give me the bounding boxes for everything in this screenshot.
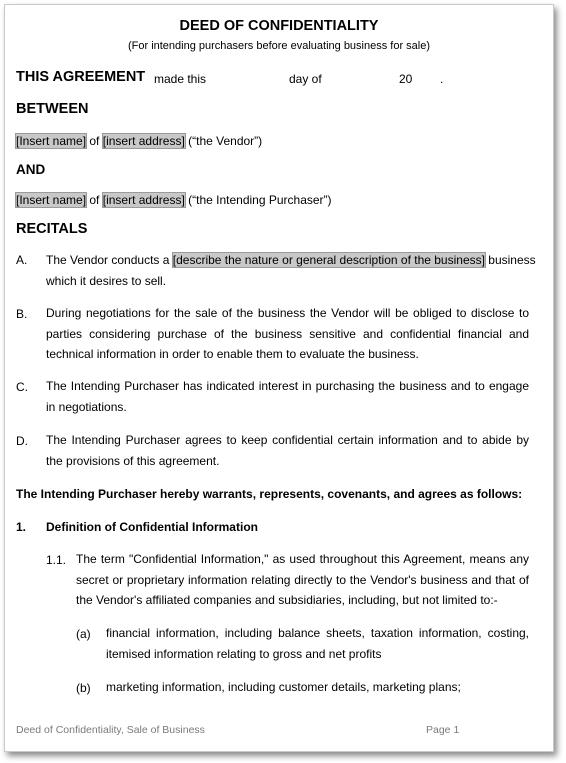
made-this-text: made this <box>154 72 207 86</box>
document-page <box>4 4 554 752</box>
list-item-text: marketing information, including customer details, marketing plans; <box>106 680 461 694</box>
recital-a-pre: The Vendor conducts a <box>46 253 170 267</box>
purchaser-role: (“the Intending Purchaser”) <box>188 193 332 207</box>
day-of-text: day of <box>289 72 322 86</box>
subclause-number: 1.1. <box>46 553 67 567</box>
recital-b-text: During negotiations for the sale of the business the Vendor will be obliged to disclose to parties considering purchase of the business sensitive and confidential financial and technical information in order to enable them to evaluate the business. <box>46 306 529 361</box>
list-item-label: (a) <box>76 627 91 641</box>
subclause-text: The term "Confidential Information," as used throughout this Agreement, means any secret or proprietary information relating directly to the Vendor's business and that of the Vendor's affiliated companies and subsidiaries, including, but not limited to:- <box>76 552 529 607</box>
vendor-name-placeholder[interactable]: [Insert name] <box>16 134 87 148</box>
recital-label: A. <box>16 253 28 267</box>
footer-title: Deed of Confidentiality, Sale of Business <box>16 724 205 736</box>
recital-label: D. <box>16 434 28 448</box>
agreement-lead: THIS AGREEMENT <box>16 69 146 85</box>
warrants-statement: The Intending Purchaser hereby warrants, represents, covenants, and agrees as follows: <box>16 487 523 501</box>
vendor-role: (“the Vendor”) <box>188 134 263 148</box>
recital-a-post: business <box>488 253 536 267</box>
purchaser-address-placeholder[interactable]: [insert address] <box>102 193 185 207</box>
clause-number: 1. <box>16 520 27 534</box>
document-title: DEED OF CONFIDENTIALITY <box>179 18 379 34</box>
vendor-address-placeholder[interactable]: [insert address] <box>102 134 185 148</box>
document-subtitle: (For intending purchasers before evaluating business for sale) <box>127 40 431 52</box>
footer-page-number: Page 1 <box>426 724 460 736</box>
year-text: 20 <box>399 72 413 86</box>
of-text: of <box>89 193 100 207</box>
agreement-period: . <box>440 72 444 86</box>
recital-a-line1 <box>46 253 536 267</box>
recital-d-text: The Intending Purchaser agrees to keep confidential certain information and to abide by the provisions of this agreement. <box>46 433 529 468</box>
recital-label: B. <box>16 307 28 321</box>
recitals-heading: RECITALS <box>16 221 88 237</box>
list-item-label: (b) <box>76 681 91 695</box>
and-heading: AND <box>16 162 46 177</box>
of-text: of <box>89 134 100 148</box>
purchaser-name-placeholder[interactable]: [Insert name] <box>16 193 87 207</box>
business-description-placeholder[interactable]: [describe the nature or general description of the business] <box>172 253 485 267</box>
clause-heading: Definition of Confidential Information <box>46 520 258 534</box>
vendor-line <box>16 134 262 148</box>
between-heading: BETWEEN <box>16 101 89 117</box>
agreement-line <box>16 68 145 86</box>
recital-label: C. <box>16 380 28 394</box>
purchaser-line <box>16 193 332 207</box>
recital-c-text: The Intending Purchaser has indicated interest in purchasing the business and to engage in negotiations. <box>46 379 529 414</box>
list-item-text: financial information, including balance sheets, taxation information, costing, itemised information relating to gross and net profits <box>106 626 529 661</box>
recital-a-line2: which it desires to sell. <box>46 274 167 288</box>
